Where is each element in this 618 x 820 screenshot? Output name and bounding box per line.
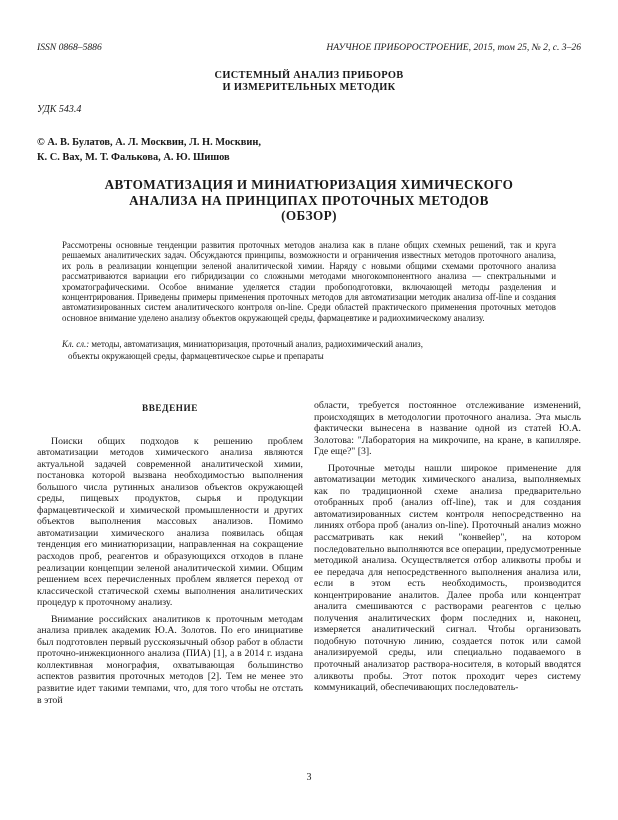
authors-line1: © А. В. Булатов, А. Л. Москвин, Л. Н. Москвин, xyxy=(37,137,261,148)
authors-line2: К. С. Вах, М. Т. Фалькова, А. Ю. Шишов xyxy=(37,152,230,163)
intro-paragraph-2: Внимание российских аналитиков к проточным методам анализа привлек академик Ю.А. Золотов. По его инициативе был подготовлен первый русскоязычный обзор работ в области проточно-инжекционного анализа (ПИА) [1], а в 2014 г. издана коллективная монография, охватывающая большинство аспектов развития проточных методов [2]. Тем не менее это развитие идет такими темпами, что, для того чтобы не отстать в этой xyxy=(37,613,303,706)
keywords xyxy=(62,339,556,362)
article-title-line1: АВТОМАТИЗАЦИЯ И МИНИАТЮРИЗАЦИЯ ХИМИЧЕСКОГО xyxy=(104,177,514,192)
abstract: Рассмотрены основные тенденции развития проточных методов анализа как в плане общих схемных решений, так и круга решаемых аналитических задач. Обсуждаются принципы, возможности и ограничения известных методов проточного анализа, их роль в реализации концепции зеленой аналитической химии. Наряду с новыми общими схемами проточного анализа рассматриваются вариации его гибридизации со сложными методами многокомпонентного анализа — спектральными и хроматографическими. Особое внимание уделяется стадии пробоподготовки, включающей методы разделения и концентрирования. Приведены примеры применения проточных методов для автоматизации методик анализа off-line и создания автоматизированных систем аналитического контроля on-line. Среди областей практического применения проточных методов основное внимание уделено анализу объектов окружающей среды, фармацевтике и радиохимическому анализу. xyxy=(62,240,556,323)
article-title-line2: АНАЛИЗА НА ПРИНЦИПАХ ПРОТОЧНЫХ МЕТОДОВ xyxy=(129,192,489,208)
section-title-line2: И ИЗМЕРИТЕЛЬНЫХ МЕТОДИК xyxy=(222,82,396,93)
article-title xyxy=(37,177,581,224)
journal-header: НАУЧНОЕ ПРИБОРОСТРОЕНИЕ, 2015, том 25, № 2, c. 3–26 xyxy=(326,42,581,53)
keywords-line1: методы, автоматизация, миниатюризация, проточный анализ, радиохимический анализ, xyxy=(89,339,423,349)
udk-code: УДК 543.4 xyxy=(37,104,82,115)
section-title xyxy=(0,70,618,94)
right-column xyxy=(314,400,581,694)
issn-header: ISSN 0868–5886 xyxy=(37,42,102,53)
page-number: 3 xyxy=(306,772,312,783)
intro-paragraph-4: Проточные методы нашли широкое применение для автоматизации методик химического анализа, выполняемых как по традиционной схеме анализа предварительно отобранных проб (анализ off-line), так и для создания автоматизированных систем контроля непосредственно на линиях отбора проб (анализ on-line). Проточный анализ можно рассматривать как некий "конвейер", на котором последовательно выполняются все операции, предусмотренные методикой анализа. Осуществляется отбор аликвоты пробы и ее передача для непосредственного выполнения анализа или, если в этом есть необходимость, производится концентрирование аналитов. Далее проба или концентрат аналита смешиваются с растворами реагентов с целью получения аналитических форм последних и, наконец, измеряется аналитический сигнал. Чтобы организовать подобную поточную линию, создается поток или самой анализируемой среды, или специально подаваемого в проточный анализатор раствора-носителя, в который вводятся аликвоты пробы. Этот поток проходит через систему коммуникаций, обеспечивающих последователь- xyxy=(314,462,581,694)
article-title-line3: (ОБЗОР) xyxy=(281,208,337,223)
keywords-line2: объекты окружающей среды, фармацевтическое сырье и препараты xyxy=(68,350,324,361)
intro-paragraph-1: Поиски общих подходов к решению проблем автоматизации методов химического анализа являются актуальной задачей современной аналитической химии, постановка которой вызвана необходимостью выполнения большого числа рутинных анализов объектов окружающей среды, пищевых продуктов, сырья и продукции фармацевтической и химической промышленности и других объектов выполнения массовых анализов. Помимо автоматизации химического анализа появилась общая тенденция его миниатюризации, направленная на сокращение расходов проб, реагентов и образующихся отходов в плане реализации концепции зеленой аналитической химии. Общим решением всех перечисленных проблем является переход от классической статической схемы выполнения аналитических процедур к проточному анализу. xyxy=(37,435,303,609)
left-column xyxy=(37,400,303,706)
intro-heading: ВВЕДЕНИЕ xyxy=(141,403,199,413)
intro-paragraph-3: области, требуется постоянное отслеживание изменений, происходящих в методологии проточного анализа. Эта мысль фактически вынесена в название одной из статей Ю.А. Золотова: "Лаборатория на микрочипе, на кране, в капилляре. Где еще?" [3]. xyxy=(314,400,581,458)
keywords-label: Кл. сл.: xyxy=(62,339,90,349)
section-title-line1: СИСТЕМНЫЙ АНАЛИЗ ПРИБОРОВ xyxy=(214,70,404,81)
authors xyxy=(37,135,261,165)
